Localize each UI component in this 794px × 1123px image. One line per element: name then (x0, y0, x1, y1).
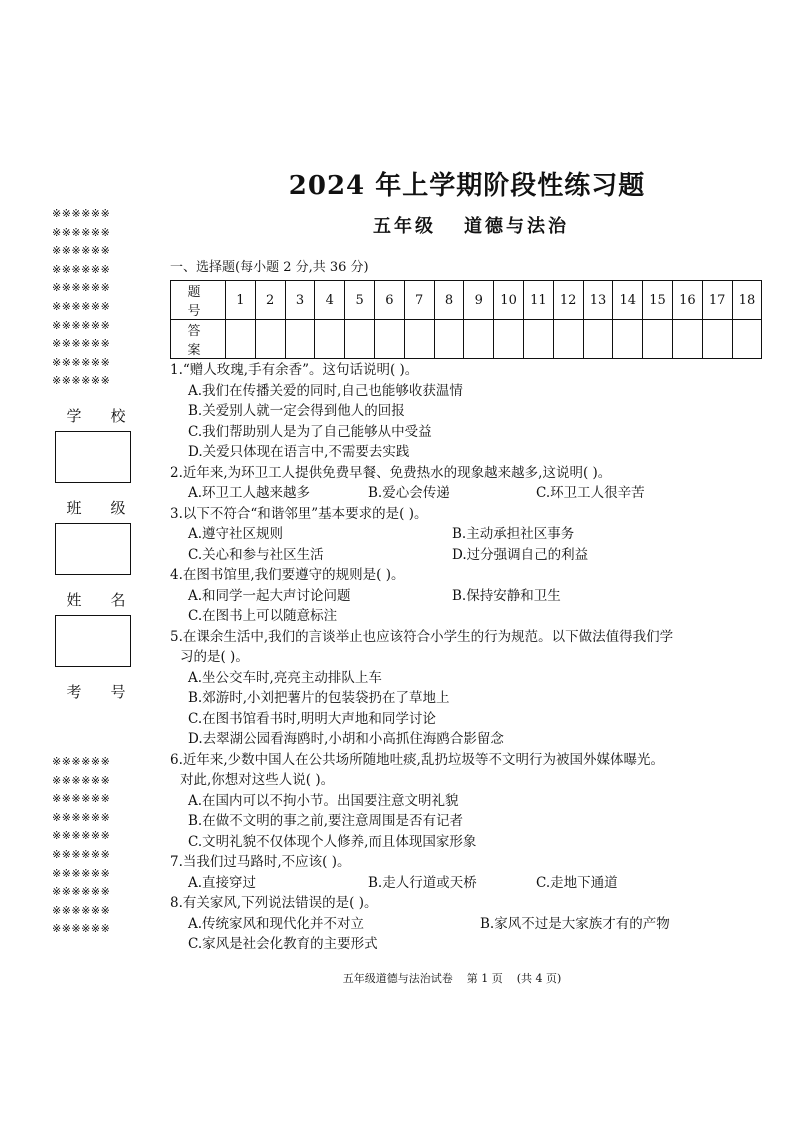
question-number-cell: 1 (226, 281, 256, 320)
answer-cell[interactable] (255, 320, 285, 359)
option-a: A.遵守社区规则 (188, 526, 284, 542)
answer-cell[interactable] (583, 320, 613, 359)
page-total: (共 4 页) (516, 972, 562, 985)
question-1 (170, 360, 750, 463)
star-row: ※※※※※※ (52, 281, 111, 295)
section-heading: 一、选择题(每小题 2 分,共 36 分) (170, 260, 369, 275)
answer-cell[interactable] (434, 320, 464, 359)
question-number-row (171, 281, 762, 320)
question-number-cell: 13 (583, 281, 613, 320)
question-number-header: 题 号 (171, 281, 226, 320)
answer-cell[interactable] (464, 320, 494, 359)
star-row: ※※※※※※ (52, 299, 111, 313)
star-row: ※※※※※※ (52, 903, 111, 917)
star-row: ※※※※※※ (52, 244, 111, 258)
question-number-cell: 8 (434, 281, 464, 320)
question-stem: 2.近年来,为环卫工人提供免费早餐、免费热水的现象越来越多,这说明( )。 (170, 464, 612, 481)
star-row: ※※※※※※ (52, 810, 111, 824)
option-b: B.保持安静和卫生 (452, 587, 561, 604)
option-row (170, 483, 750, 504)
answer-cell[interactable] (523, 320, 553, 359)
answer-cell[interactable] (613, 320, 643, 359)
question-number-cell: 14 (613, 281, 643, 320)
question-stem: 3.以下不符合“和谐邻里”基本要求的是( )。 (170, 505, 428, 522)
star-row: ※※※※※※ (52, 754, 111, 768)
question-list (170, 360, 750, 955)
answer-cell[interactable] (345, 320, 375, 359)
option-a: A.在国内可以不拘小节。出国要注意文明礼貌 (188, 792, 459, 809)
answer-cell[interactable] (643, 320, 673, 359)
question-number-cell: 17 (702, 281, 732, 320)
subject-label: 道德与法治 (464, 216, 569, 237)
answer-table (170, 280, 762, 359)
star-row: ※※※※※※ (52, 773, 111, 787)
question-number-cell: 5 (345, 281, 375, 320)
star-row: ※※※※※※ (52, 885, 111, 899)
question-7 (170, 852, 750, 893)
option-a: A.传统家风和现代化并不对立 (188, 915, 365, 932)
question-number-cell: 6 (374, 281, 404, 320)
question-stem: 8.有关家风,下列说法错误的是( )。 (170, 895, 378, 911)
question-number-cell: 18 (732, 281, 762, 320)
exam-title: 2024 年上学期阶段性练习题 (288, 171, 646, 201)
question-5 (170, 627, 750, 750)
answer-cell[interactable] (672, 320, 702, 359)
option-row (170, 914, 750, 935)
option-a: A.和同学一起大声讨论问题 (188, 587, 351, 604)
answer-row (171, 320, 762, 359)
binding-margin (52, 205, 142, 939)
question-4 (170, 565, 750, 627)
name-label: 姓 名 (66, 590, 126, 609)
answer-cell[interactable] (285, 320, 315, 359)
option-row (170, 524, 750, 545)
answer-cell[interactable] (226, 320, 256, 359)
option-c: C.走地下通道 (536, 874, 618, 891)
option-d: D.过分强调自己的利益 (452, 546, 589, 563)
option-c: C.文明礼貌不仅体现个人修养,而且体现国家形象 (188, 833, 477, 850)
exam-subtitle (0, 212, 794, 238)
star-row: ※※※※※※ (52, 792, 111, 806)
star-row: ※※※※※※ (52, 207, 111, 220)
name-field[interactable] (55, 615, 131, 667)
option-c: C.在图书馆看书时,明明大声地和同学讨论 (188, 710, 436, 727)
star-row: ※※※※※※ (52, 262, 111, 276)
grade-label: 五年级 (373, 216, 436, 237)
answer-cell[interactable] (702, 320, 732, 359)
option-c: C.我们帮助别人是为了自己能够从中受益 (188, 423, 432, 440)
answer-cell[interactable] (494, 320, 524, 359)
star-row: ※※※※※※ (52, 337, 111, 351)
option-c: C.家风是社会化教育的主要形式 (188, 936, 378, 952)
option-d: D.关爱只体现在语言中,不需要去实践 (188, 444, 410, 460)
option-c: C.关心和参与社区生活 (188, 546, 324, 563)
answer-cell[interactable] (315, 320, 345, 359)
answer-cell[interactable] (553, 320, 583, 359)
question-number-cell: 9 (464, 281, 494, 320)
question-number-cell: 12 (553, 281, 583, 320)
page-footer (0, 970, 794, 986)
star-row: ※※※※※※ (52, 374, 111, 388)
star-row: ※※※※※※ (52, 355, 111, 369)
question-stem-continued: 习的是( )。 (180, 649, 249, 665)
option-b: B.关爱别人就一定会得到他人的回报 (188, 403, 405, 419)
question-stem: 7.当我们过马路时,不应该( )。 (170, 854, 351, 870)
school-field[interactable] (55, 431, 131, 483)
option-b: B.主动承担社区事务 (452, 526, 575, 542)
exam-number-label: 考 号 (66, 682, 126, 701)
option-a: A.环卫工人越来越多 (188, 485, 311, 501)
question-8 (170, 893, 750, 955)
option-a: A.我们在传播关爱的同时,自己也能够收获温情 (188, 382, 463, 399)
option-b: B.郊游时,小刘把薯片的包装袋扔在了草地上 (188, 690, 450, 706)
option-d: D.去翠湖公园看海鸥时,小胡和小高抓住海鸥合影留念 (188, 731, 504, 747)
answer-cell[interactable] (732, 320, 762, 359)
answer-cell[interactable] (404, 320, 434, 359)
option-a: A.坐公交车时,亮亮主动排队上车 (188, 669, 382, 686)
star-row: ※※※※※※ (52, 318, 111, 332)
question-stem: 6.近年来,少数中国人在公共场所随地吐痰,乱扔垃圾等不文明行为被国外媒体曝光。 (170, 751, 664, 768)
answer-cell[interactable] (374, 320, 404, 359)
paper-name: 五年级道德与法治试卷 (342, 972, 453, 985)
question-number-cell: 11 (523, 281, 553, 320)
question-6 (170, 750, 750, 853)
star-border-bottom (52, 753, 142, 939)
class-label: 班 级 (66, 498, 126, 517)
question-3 (170, 504, 750, 566)
option-row (170, 586, 750, 607)
answer-header: 答 案 (171, 320, 226, 359)
page-number: 第 1 页 (466, 972, 503, 985)
option-b: B.家风不过是大家族才有的产物 (480, 915, 670, 932)
question-number-cell: 15 (643, 281, 673, 320)
question-stem: 5.在课余生活中,我们的言谈举止也应该符合小学生的行为规范。以下做法值得我们学 (170, 628, 674, 645)
star-row: ※※※※※※ (52, 847, 111, 861)
question-stem-continued: 对此,你想对这些人说( )。 (180, 772, 335, 788)
star-row: ※※※※※※ (52, 829, 111, 843)
option-c: C.在图书上可以随意标注 (188, 608, 338, 624)
option-row (170, 873, 750, 894)
option-b: B.在做不文明的事之前,要注意周围是否有记者 (188, 813, 464, 829)
question-number-cell: 3 (285, 281, 315, 320)
star-row: ※※※※※※ (52, 225, 111, 239)
question-stem: 1.“赠人玫瑰,手有余香”。这句话说明( )。 (170, 362, 419, 378)
question-number-cell: 4 (315, 281, 345, 320)
option-b: B.走人行道或天桥 (368, 874, 477, 891)
star-row: ※※※※※※ (52, 922, 111, 936)
question-number-cell: 7 (404, 281, 434, 320)
option-row (170, 545, 750, 566)
question-stem: 4.在图书馆里,我们要遵守的规则是( )。 (170, 567, 405, 583)
question-number-cell: 16 (672, 281, 702, 320)
class-field[interactable] (55, 523, 131, 575)
question-number-cell: 10 (494, 281, 524, 320)
question-2 (170, 463, 750, 504)
option-c: C.环卫工人很辛苦 (536, 485, 645, 501)
star-row: ※※※※※※ (52, 866, 111, 880)
school-label: 学 校 (66, 406, 126, 425)
option-b: B.爱心会传递 (368, 485, 450, 501)
question-number-cell: 2 (255, 281, 285, 320)
option-a: A.直接穿过 (188, 874, 257, 891)
